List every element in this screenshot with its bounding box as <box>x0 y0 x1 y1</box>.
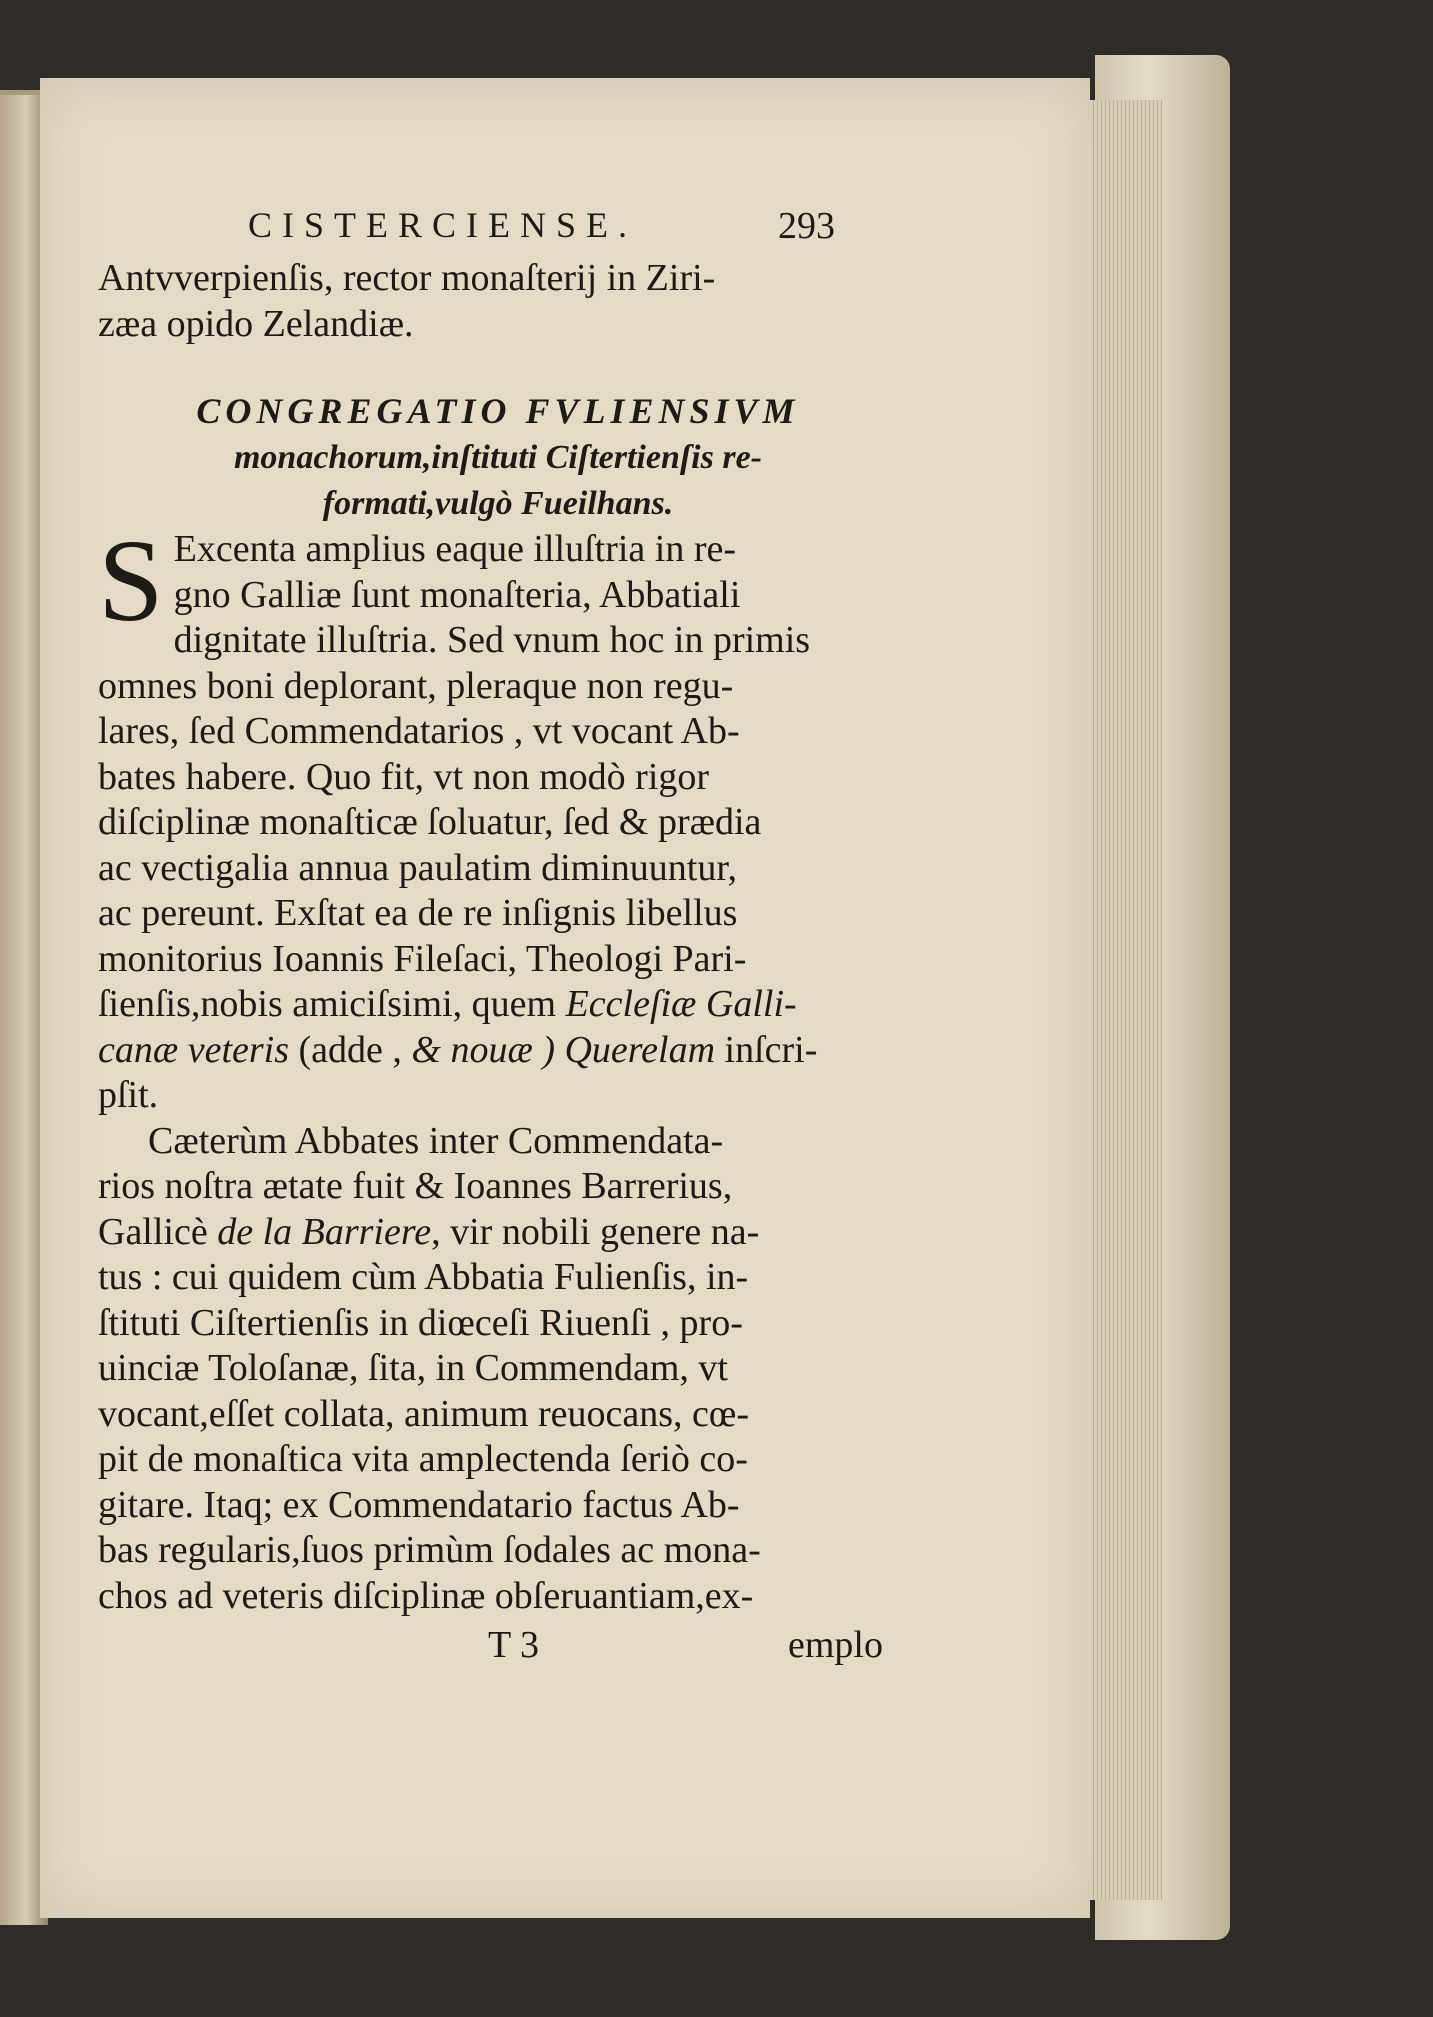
text-line: gno Galliæ ſunt monaſteria, Abbatiali <box>173 573 741 616</box>
text-line: Excenta amplius eaque illuſtria in re- <box>173 528 737 570</box>
paragraph-1 <box>98 515 898 1119</box>
italic-title: canæ veteris <box>98 1028 290 1071</box>
text-line: tus : cui quidem cùm Abbatia Fulienſis, in- <box>98 1256 749 1298</box>
text-line: gitare. Itaq; ex Commendatario factus Ab- <box>98 1483 740 1526</box>
text-line: rios noſtra ætate fuit & Ioannes Barrerius, <box>98 1165 733 1207</box>
text-run: , vir nobili genere na- <box>431 1210 760 1253</box>
section-subheading: formati,vulgò Fueilhans. <box>322 485 674 522</box>
text-line: dignitate illuſtria. Sed vnum hoc in primis <box>173 619 811 661</box>
text-line: bas regularis,ſuos primùm ſodales ac mona- <box>98 1529 761 1571</box>
text-line: omnes boni deplorant, pleraque non regu- <box>98 664 734 707</box>
section-subheading: monachorum,inſtituti Ciſtertienſis re- <box>233 439 762 476</box>
text-line: vocant,eſſet collata, animum reuocans, cœ- <box>98 1392 750 1435</box>
text-run: Gallicè <box>98 1210 208 1253</box>
italic-title: ) Querelam <box>542 1028 716 1071</box>
text-line: uinciæ Toloſanæ, ſita, in Commendam, vt <box>98 1347 728 1389</box>
text-line <box>98 1028 898 1074</box>
text-line: ac pereunt. Exſtat ea de re inſignis libellus <box>98 892 738 934</box>
text-block <box>98 196 898 1673</box>
text-line: Antvverpienſis, rector monaſterij in Ziri- <box>98 257 716 299</box>
italic-title: & nouæ <box>411 1028 533 1071</box>
text-line: lares, ſed Commendatarios , vt vocant Ab- <box>98 710 740 752</box>
catchword: emplo <box>788 1624 883 1666</box>
book-page <box>40 78 1090 1918</box>
section-heading: CONGREGATIO FVLIENSIVM <box>196 391 800 431</box>
text-run: (adde , <box>298 1028 402 1071</box>
text-line: bates habere. Quo fit, vt non modò rigor <box>98 755 710 798</box>
signature-mark: T 3 <box>488 1624 540 1666</box>
running-head-title: CISTERCIENSE. <box>248 205 638 245</box>
text-line <box>98 1210 898 1256</box>
text-line: diſciplinæ monaſticæ ſoluatur, ſed & prædia <box>98 801 762 843</box>
text-line: Cæterùm Abbates inter Commendata- <box>148 1119 724 1162</box>
text-run: inſcri- <box>724 1028 818 1071</box>
running-head <box>98 196 898 256</box>
text-line: ac vectigalia annua paulatim diminuuntur, <box>98 846 737 889</box>
drop-cap: S <box>98 515 164 646</box>
italic-name: de la Barriere <box>217 1210 432 1253</box>
text-line: ſtituti Ciſtertienſis in diœceſi Riuenſi , pro- <box>98 1301 743 1344</box>
text-line: monitorius Ioannis Fileſaci, Theologi Pari- <box>98 937 747 980</box>
page-footer <box>98 1623 898 1673</box>
paragraph-2 <box>98 1119 898 1620</box>
text-run: ſienſis,nobis amiciſsimi, quem <box>98 983 557 1025</box>
text-line: zæa opido Zelandiæ. <box>98 302 414 345</box>
page-stack <box>1082 100 1162 1900</box>
text-line <box>98 982 898 1028</box>
italic-title: Eccleſiæ Galli- <box>565 983 797 1025</box>
text-line: pit de monaſtica vita amplectenda ſeriò co- <box>98 1438 748 1480</box>
text-line: pſit. <box>98 1074 159 1116</box>
text-line: chos ad veteris diſciplinæ obſeruantiam,ex- <box>98 1574 754 1617</box>
page-number: 293 <box>778 205 835 247</box>
